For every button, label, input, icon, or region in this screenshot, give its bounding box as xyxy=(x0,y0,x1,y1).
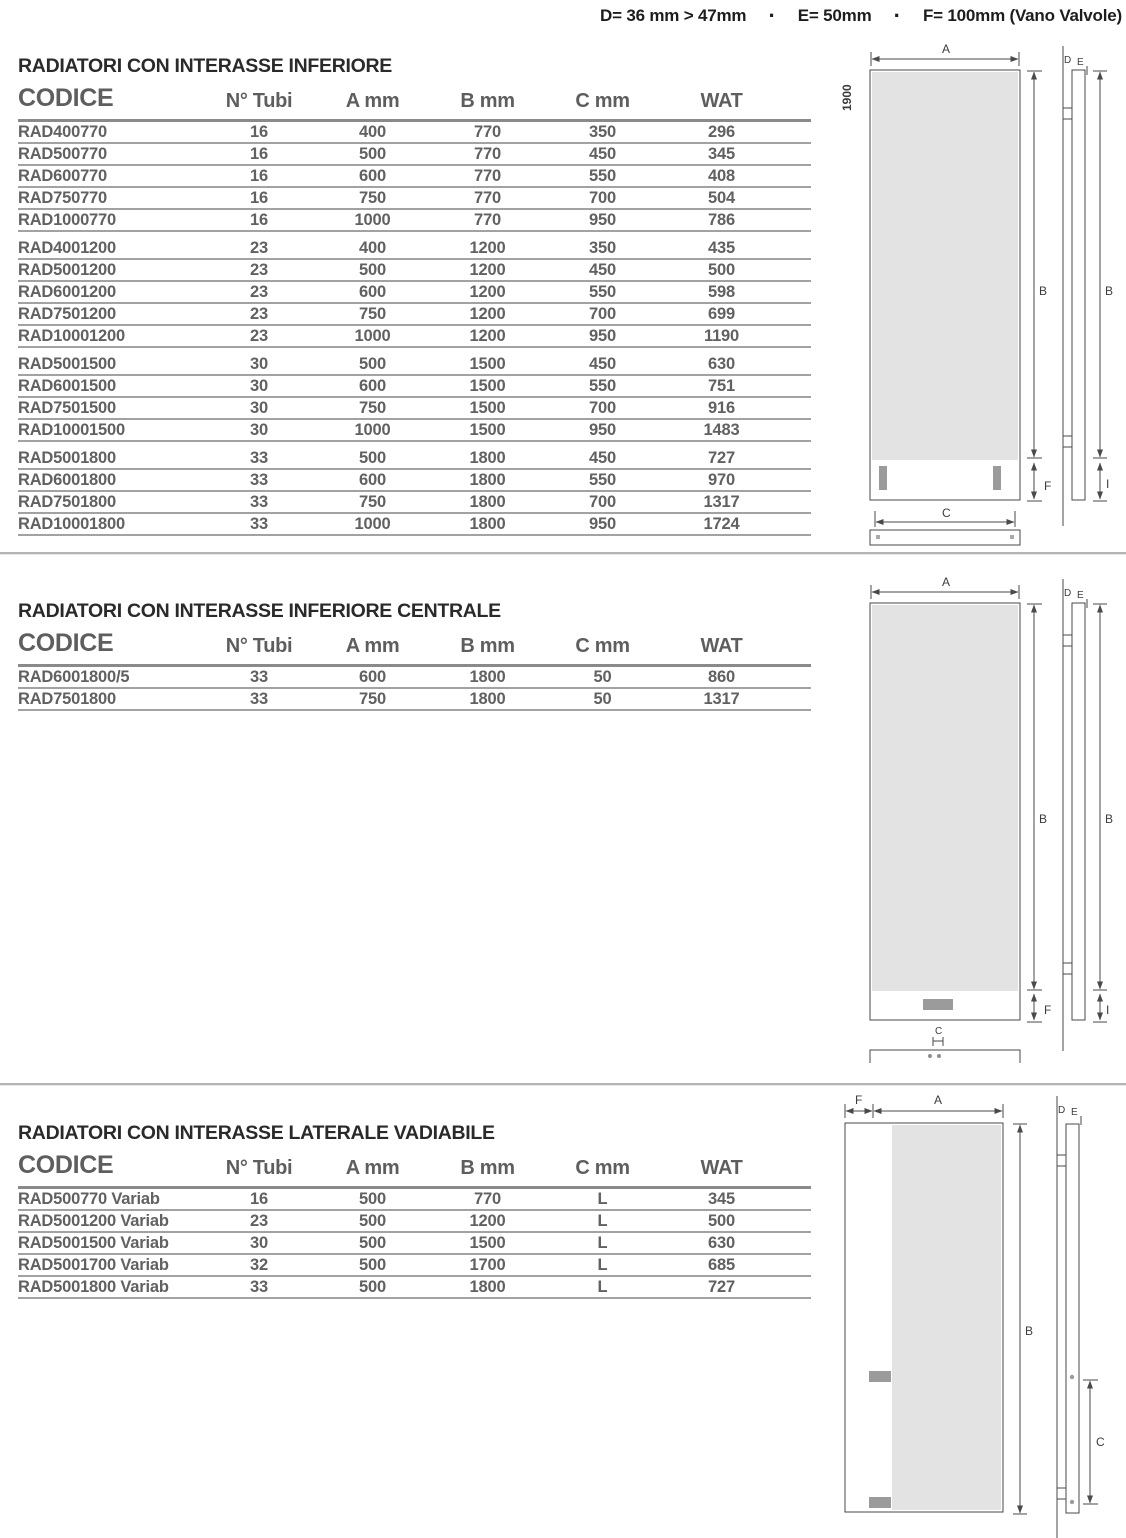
cell-value: 550 xyxy=(545,375,660,397)
radiator-diagram-interasse-centrale xyxy=(835,573,1125,1073)
lateral-port-upper xyxy=(1070,1375,1074,1379)
mounting-bracket-top xyxy=(1063,635,1072,646)
radiator-panel xyxy=(872,72,1018,460)
cell-value: 1500 xyxy=(430,354,545,375)
table-row xyxy=(18,354,811,375)
cell-value: 1200 xyxy=(430,303,545,325)
cell-value: 1800 xyxy=(430,666,545,689)
dimension-legend xyxy=(600,3,1122,28)
table-group xyxy=(18,666,811,711)
cell-value: 400 xyxy=(315,121,430,144)
cell-value: 916 xyxy=(660,397,811,419)
cell-value: 50 xyxy=(545,688,660,710)
table-row xyxy=(18,143,811,165)
cell-value: 1724 xyxy=(660,513,811,535)
cell-value: 500 xyxy=(660,1210,811,1232)
cell-value: 950 xyxy=(545,209,660,231)
radiator-diagram-interasse-inferiore xyxy=(835,38,1125,553)
dim-label-b: B xyxy=(1025,1324,1034,1338)
radiator-side-profile xyxy=(1072,70,1085,500)
cell-value: 450 xyxy=(545,354,660,375)
cell-value: 630 xyxy=(660,1232,811,1254)
cell-value: 600 xyxy=(315,165,430,187)
cell-value: 700 xyxy=(545,187,660,209)
dim-label-f: F xyxy=(855,1093,863,1107)
table-group xyxy=(18,354,811,441)
table-row xyxy=(18,1232,811,1254)
dim-label-f: F xyxy=(1044,479,1052,493)
bottom-view-strip xyxy=(870,530,1020,545)
cell-codice: RAD500770 Variab xyxy=(18,1188,203,1211)
connection-lateral-lower xyxy=(869,1497,891,1508)
dim-label-d: D xyxy=(1064,55,1072,66)
radiator-panel xyxy=(892,1125,1001,1510)
table-group xyxy=(18,1188,811,1299)
cell-value: 16 xyxy=(203,209,315,231)
cell-value: 550 xyxy=(545,281,660,303)
table-row xyxy=(18,688,811,710)
mounting-bracket-top xyxy=(1057,1155,1066,1166)
cell-value: 750 xyxy=(315,187,430,209)
table-row xyxy=(18,121,811,144)
cell-value: 950 xyxy=(545,513,660,535)
cell-codice: RAD5001200 xyxy=(18,259,203,281)
cell-codice: RAD5001500 xyxy=(18,354,203,375)
cell-value: 33 xyxy=(203,688,315,710)
cell-value: 1317 xyxy=(660,688,811,710)
cell-codice: RAD10001200 xyxy=(18,325,203,347)
legend-d-spec: D= 36 mm > 47mm xyxy=(600,6,747,25)
cell-value: 1800 xyxy=(430,448,545,469)
cell-value: 699 xyxy=(660,303,811,325)
cell-value: 1500 xyxy=(430,397,545,419)
cell-value: 600 xyxy=(315,281,430,303)
cell-value: 30 xyxy=(203,419,315,441)
cell-codice: RAD5001800 Variab xyxy=(18,1276,203,1298)
dim-label-i: I xyxy=(1106,1003,1110,1017)
cell-codice: RAD10001500 xyxy=(18,419,203,441)
cell-value: 30 xyxy=(203,354,315,375)
cell-codice: RAD7501800 xyxy=(18,491,203,513)
dim-label-f: F xyxy=(1044,1003,1052,1017)
cell-value: 1000 xyxy=(315,513,430,535)
cell-value: 600 xyxy=(315,375,430,397)
cell-value: 1000 xyxy=(315,325,430,347)
group-spacer xyxy=(18,347,811,354)
spec-table-inferiore xyxy=(18,82,811,536)
section-divider xyxy=(0,1083,1126,1086)
cell-value: 1200 xyxy=(430,259,545,281)
dim-label-d: D xyxy=(1064,588,1072,599)
cell-codice: RAD5001700 Variab xyxy=(18,1254,203,1276)
col-header-a: A mm xyxy=(315,1149,430,1188)
cell-codice: RAD6001800 xyxy=(18,469,203,491)
cell-value: 770 xyxy=(430,165,545,187)
cell-value: 23 xyxy=(203,259,315,281)
col-header-c: C mm xyxy=(545,627,660,666)
cell-value: 23 xyxy=(203,238,315,259)
cell-value: 296 xyxy=(660,121,811,144)
cell-value: 450 xyxy=(545,259,660,281)
cell-value: 1800 xyxy=(430,1276,545,1298)
cell-value: 600 xyxy=(315,666,430,689)
cell-codice: RAD5001200 Variab xyxy=(18,1210,203,1232)
cell-value: 1483 xyxy=(660,419,811,441)
dot-separator-icon: · xyxy=(768,3,776,28)
cell-value: 450 xyxy=(545,143,660,165)
group-spacer xyxy=(18,441,811,448)
cell-codice: RAD5001800 xyxy=(18,448,203,469)
cell-value: 16 xyxy=(203,165,315,187)
dot-separator-icon: · xyxy=(893,3,901,28)
table-row xyxy=(18,375,811,397)
cell-value: 770 xyxy=(430,209,545,231)
table-row xyxy=(18,1276,811,1298)
cell-value: 16 xyxy=(203,187,315,209)
cell-value: 700 xyxy=(545,397,660,419)
section-interasse-inferiore-centrale xyxy=(18,600,811,711)
cell-value: 770 xyxy=(430,121,545,144)
table-row xyxy=(18,1188,811,1211)
section-interasse-laterale-variabile xyxy=(18,1122,811,1299)
cell-value: 16 xyxy=(203,143,315,165)
table-header xyxy=(18,627,811,666)
col-header-codice: CODICE xyxy=(18,627,203,666)
cell-codice: RAD6001800/5 xyxy=(18,666,203,689)
cell-value: 33 xyxy=(203,491,315,513)
cell-value: 786 xyxy=(660,209,811,231)
cell-value: 500 xyxy=(315,1210,430,1232)
table-group xyxy=(18,448,811,535)
cell-value: 1200 xyxy=(430,281,545,303)
table-row xyxy=(18,209,811,231)
table-row xyxy=(18,1254,811,1276)
cell-value: 770 xyxy=(430,143,545,165)
cell-value: 30 xyxy=(203,1232,315,1254)
cell-value: 16 xyxy=(203,1188,315,1211)
table-row xyxy=(18,187,811,209)
cell-value: 500 xyxy=(315,1232,430,1254)
cell-value: 435 xyxy=(660,238,811,259)
cell-value: 770 xyxy=(430,1188,545,1211)
section-title: RADIATORI CON INTERASSE INFERIORE CENTRALE xyxy=(18,600,501,622)
col-header-b: B mm xyxy=(430,627,545,666)
connection-lateral-upper xyxy=(869,1371,891,1382)
cell-codice: RAD7501500 xyxy=(18,397,203,419)
table-group xyxy=(18,238,811,347)
table-row xyxy=(18,513,811,535)
connection-left xyxy=(879,466,887,490)
table-group xyxy=(18,121,811,232)
cell-codice: RAD7501200 xyxy=(18,303,203,325)
connection-right xyxy=(993,466,1001,490)
cell-value: 350 xyxy=(545,238,660,259)
radiator-side-profile xyxy=(1066,1124,1079,1513)
cell-value: 33 xyxy=(203,513,315,535)
group-spacer xyxy=(18,231,811,238)
table-row xyxy=(18,325,811,347)
cell-value: 751 xyxy=(660,375,811,397)
dim-label-a: A xyxy=(934,1093,943,1107)
dim-label-c: C xyxy=(942,506,951,520)
dim-label-c: C xyxy=(1096,1435,1105,1449)
cell-value: 23 xyxy=(203,1210,315,1232)
cell-value: 500 xyxy=(315,259,430,281)
cell-value: 30 xyxy=(203,397,315,419)
table-row xyxy=(18,303,811,325)
col-header-c: C mm xyxy=(545,82,660,121)
cell-value: 1800 xyxy=(430,469,545,491)
cell-codice: RAD400770 xyxy=(18,121,203,144)
col-header-a: A mm xyxy=(315,82,430,121)
cell-value: 345 xyxy=(660,1188,811,1211)
cell-value: L xyxy=(545,1188,660,1211)
table-row xyxy=(18,165,811,187)
connection-central xyxy=(923,999,953,1010)
cell-codice: RAD750770 xyxy=(18,187,203,209)
cell-value: 700 xyxy=(545,303,660,325)
dim-label-a: A xyxy=(942,575,951,589)
cell-value: 408 xyxy=(660,165,811,187)
cell-value: 1000 xyxy=(315,209,430,231)
cell-value: 750 xyxy=(315,303,430,325)
dim-label-d: D xyxy=(1058,1105,1066,1116)
table-row xyxy=(18,238,811,259)
cell-value: 550 xyxy=(545,165,660,187)
cell-value: 33 xyxy=(203,666,315,689)
mounting-bracket-bottom xyxy=(1063,963,1072,974)
dim-label-b: B xyxy=(1039,284,1048,298)
cell-value: 750 xyxy=(315,688,430,710)
cell-value: 16 xyxy=(203,121,315,144)
col-header-a: A mm xyxy=(315,627,430,666)
cell-value: L xyxy=(545,1254,660,1276)
cell-value: L xyxy=(545,1276,660,1298)
cell-value: 1317 xyxy=(660,491,811,513)
cell-value: 1800 xyxy=(430,513,545,535)
cell-value: 685 xyxy=(660,1254,811,1276)
cell-codice: RAD1000770 xyxy=(18,209,203,231)
cell-value: 23 xyxy=(203,303,315,325)
cell-value: 727 xyxy=(660,448,811,469)
cell-value: 345 xyxy=(660,143,811,165)
cell-value: 350 xyxy=(545,121,660,144)
cell-codice: RAD500770 xyxy=(18,143,203,165)
dim-label-b: B xyxy=(1105,284,1114,298)
cell-value: 970 xyxy=(660,469,811,491)
cell-value: 770 xyxy=(430,187,545,209)
lateral-port-lower xyxy=(1070,1500,1074,1504)
table-row xyxy=(18,1210,811,1232)
cell-codice: RAD5001500 Variab xyxy=(18,1232,203,1254)
col-header-codice: CODICE xyxy=(18,1149,203,1188)
cell-value: 1200 xyxy=(430,325,545,347)
section-interasse-inferiore xyxy=(18,55,811,536)
table-row xyxy=(18,397,811,419)
cell-value: 500 xyxy=(315,1188,430,1211)
col-header-wat: WAT xyxy=(660,1149,811,1188)
table-row xyxy=(18,469,811,491)
cell-value: 1700 xyxy=(430,1254,545,1276)
dim-label-i: I xyxy=(1106,477,1110,491)
cell-value: 1800 xyxy=(430,491,545,513)
dim-label-e: E xyxy=(1077,590,1084,601)
cell-codice: RAD7501800 xyxy=(18,688,203,710)
dim-label-e: E xyxy=(1077,57,1084,68)
cell-value: 950 xyxy=(545,325,660,347)
dim-label-height: 1900 xyxy=(840,84,854,111)
cell-codice: RAD600770 xyxy=(18,165,203,187)
cell-value: 504 xyxy=(660,187,811,209)
cell-value: 400 xyxy=(315,238,430,259)
cell-value: 450 xyxy=(545,448,660,469)
table-row xyxy=(18,448,811,469)
cell-codice: RAD4001200 xyxy=(18,238,203,259)
col-header-wat: WAT xyxy=(660,82,811,121)
radiator-side-profile xyxy=(1072,603,1085,1020)
col-header-tubi: N° Tubi xyxy=(203,82,315,121)
col-header-b: B mm xyxy=(430,1149,545,1188)
mounting-bracket-top xyxy=(1063,108,1072,119)
cell-value: 950 xyxy=(545,419,660,441)
legend-f-spec: F= 100mm (Vano Valvole) xyxy=(922,6,1122,25)
cell-value: 727 xyxy=(660,1276,811,1298)
cell-codice: RAD6001200 xyxy=(18,281,203,303)
col-header-tubi: N° Tubi xyxy=(203,627,315,666)
col-header-codice: CODICE xyxy=(18,82,203,121)
cell-value: 500 xyxy=(315,448,430,469)
radiator-diagram-laterale-variabile xyxy=(835,1090,1125,1538)
table-row xyxy=(18,259,811,281)
cell-value: 860 xyxy=(660,666,811,689)
cell-value: 750 xyxy=(315,397,430,419)
cell-value: L xyxy=(545,1232,660,1254)
cell-value: 630 xyxy=(660,354,811,375)
cell-value: 30 xyxy=(203,375,315,397)
cell-value: 500 xyxy=(315,1254,430,1276)
cell-value: 1000 xyxy=(315,419,430,441)
spec-table-inferiore-centrale xyxy=(18,627,811,711)
dim-label-c: C xyxy=(935,1026,943,1037)
cell-value: 50 xyxy=(545,666,660,689)
section-title: RADIATORI CON INTERASSE INFERIORE xyxy=(18,55,392,77)
cell-value: 550 xyxy=(545,469,660,491)
cell-value: 500 xyxy=(315,143,430,165)
mounting-bracket-bottom xyxy=(1057,1488,1066,1499)
col-header-wat: WAT xyxy=(660,627,811,666)
cell-value: 1500 xyxy=(430,1232,545,1254)
table-row xyxy=(18,419,811,441)
radiator-panel xyxy=(872,605,1018,991)
col-header-b: B mm xyxy=(430,82,545,121)
dim-label-e: E xyxy=(1071,1107,1078,1118)
cell-value: 700 xyxy=(545,491,660,513)
table-header xyxy=(18,82,811,121)
col-header-c: C mm xyxy=(545,1149,660,1188)
dim-label-b: B xyxy=(1105,812,1114,826)
cell-value: L xyxy=(545,1210,660,1232)
cell-value: 1190 xyxy=(660,325,811,347)
section-title: RADIATORI CON INTERASSE LATERALE VADIABILE xyxy=(18,1122,495,1144)
cell-value: 750 xyxy=(315,491,430,513)
cell-value: 500 xyxy=(660,259,811,281)
cell-value: 33 xyxy=(203,469,315,491)
table-header xyxy=(18,1149,811,1188)
dim-label-a: A xyxy=(942,42,951,56)
cell-value: 1500 xyxy=(430,419,545,441)
dim-label-b: B xyxy=(1039,812,1048,826)
cell-value: 23 xyxy=(203,325,315,347)
cell-value: 500 xyxy=(315,354,430,375)
cell-value: 23 xyxy=(203,281,315,303)
cell-value: 33 xyxy=(203,1276,315,1298)
table-row xyxy=(18,491,811,513)
table-row xyxy=(18,281,811,303)
col-header-tubi: N° Tubi xyxy=(203,1149,315,1188)
cell-value: 32 xyxy=(203,1254,315,1276)
spec-table-laterale xyxy=(18,1149,811,1299)
cell-value: 1200 xyxy=(430,238,545,259)
cell-codice: RAD6001500 xyxy=(18,375,203,397)
cell-value: 1200 xyxy=(430,1210,545,1232)
cell-value: 500 xyxy=(315,1276,430,1298)
cell-value: 1800 xyxy=(430,688,545,710)
cell-codice: RAD10001800 xyxy=(18,513,203,535)
cell-value: 1500 xyxy=(430,375,545,397)
legend-e-spec: E= 50mm xyxy=(797,6,872,25)
cell-value: 33 xyxy=(203,448,315,469)
cell-value: 600 xyxy=(315,469,430,491)
cell-value: 598 xyxy=(660,281,811,303)
bottom-view-strip xyxy=(870,1050,1020,1063)
table-row xyxy=(18,666,811,689)
mounting-bracket-bottom xyxy=(1063,436,1072,447)
